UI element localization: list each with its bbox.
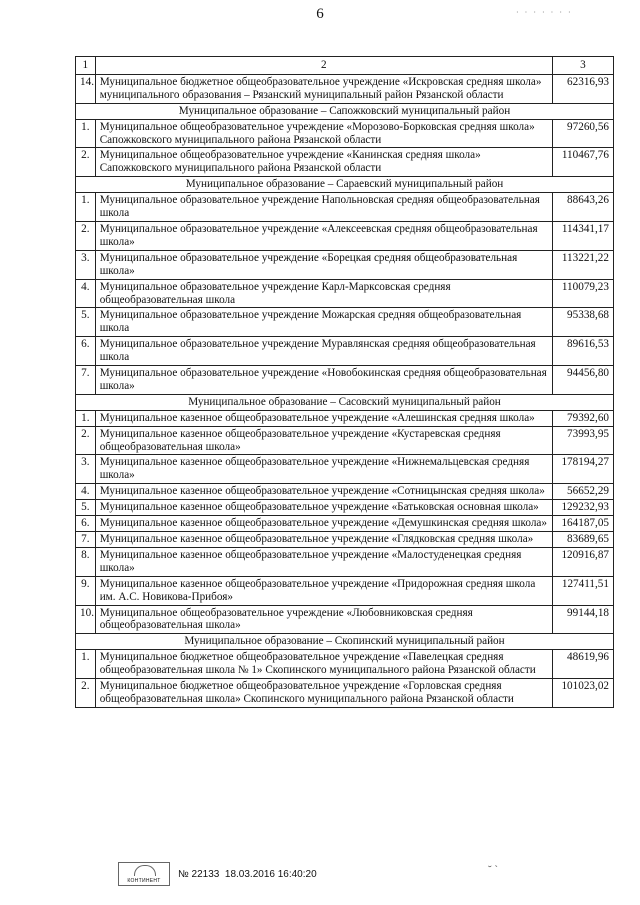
- allocation-table: [75, 56, 614, 708]
- table-row: [76, 547, 614, 576]
- institution-name: Муниципальное бюджетное общеобразовательное учреждение «Искровская средняя школа» муниципального образования – Рязанский муниципальный район Рязанской области: [95, 74, 552, 103]
- institution-name: Муниципальное казенное общеобразовательное учреждение «Демушкинская средняя школа»: [95, 516, 552, 532]
- section-title: Муниципальное образование – Сараевский муниципальный район: [76, 177, 614, 193]
- row-number: 7.: [76, 366, 96, 395]
- logo-arch-icon: [134, 865, 156, 876]
- header-col-1: 1: [76, 57, 96, 75]
- check-mark-icon: ˘ ˋ: [488, 864, 499, 876]
- table-row: [76, 366, 614, 395]
- table-row: [76, 308, 614, 337]
- institution-name: Муниципальное бюджетное общеобразовательное учреждение «Горловская средняя общеобразовательная школа» Скопинского муниципального района Рязанской области: [95, 679, 552, 708]
- table-row: [76, 337, 614, 366]
- row-number: 3.: [76, 250, 96, 279]
- amount-value: 114341,17: [552, 221, 613, 250]
- row-number: 7.: [76, 532, 96, 548]
- section-title: Муниципальное образование – Сапожковский муниципальный район: [76, 103, 614, 119]
- scan-edge-marks: · · · · · · ·: [516, 8, 573, 17]
- amount-value: 178194,27: [552, 455, 613, 484]
- table-row: [76, 279, 614, 308]
- table-row: [76, 193, 614, 222]
- row-number: 4.: [76, 279, 96, 308]
- amount-value: 110467,76: [552, 148, 613, 177]
- table-row: [76, 500, 614, 516]
- row-number: 1.: [76, 650, 96, 679]
- institution-name: Муниципальное образовательное учреждение «Борецкая средняя общеобразовательная школа»: [95, 250, 552, 279]
- amount-value: 83689,65: [552, 532, 613, 548]
- table-row: [76, 532, 614, 548]
- institution-name: Муниципальное казенное общеобразовательное учреждение «Батьковская основная школа»: [95, 500, 552, 516]
- section-header-row: [76, 394, 614, 410]
- row-number: 14.: [76, 74, 96, 103]
- table-row: [76, 516, 614, 532]
- logo-text: КОНТИНЕНТ: [127, 878, 161, 884]
- institution-name: Муниципальное общеобразовательное учреждение «Любовниковская средняя общеобразовательная школа»: [95, 605, 552, 634]
- row-number: 5.: [76, 500, 96, 516]
- section-title: Муниципальное образование – Сасовский муниципальный район: [76, 394, 614, 410]
- row-number: 9.: [76, 576, 96, 605]
- amount-value: 113221,22: [552, 250, 613, 279]
- institution-name: Муниципальное образовательное учреждение «Новобокинская средняя общеобразовательная школа»: [95, 366, 552, 395]
- section-header-row: [76, 177, 614, 193]
- table-row: [76, 576, 614, 605]
- row-number: 1.: [76, 193, 96, 222]
- amount-value: 79392,60: [552, 410, 613, 426]
- row-number: 2.: [76, 221, 96, 250]
- table-row: [76, 410, 614, 426]
- table-header-row: [76, 57, 614, 75]
- amount-value: 48619,96: [552, 650, 613, 679]
- row-number: 3.: [76, 455, 96, 484]
- section-header-row: [76, 103, 614, 119]
- row-number: 4.: [76, 484, 96, 500]
- continent-logo: [118, 862, 170, 886]
- table-row: [76, 484, 614, 500]
- table-row: [76, 148, 614, 177]
- page-number: 6: [316, 6, 324, 22]
- footer-registration: [178, 869, 317, 880]
- institution-name: Муниципальное образовательное учреждение Можарская средняя общеобразовательная школа: [95, 308, 552, 337]
- amount-value: 62316,93: [552, 74, 613, 103]
- amount-value: 88643,26: [552, 193, 613, 222]
- amount-value: 73993,95: [552, 426, 613, 455]
- row-number: 6.: [76, 337, 96, 366]
- row-number: 2.: [76, 426, 96, 455]
- row-number: 8.: [76, 547, 96, 576]
- amount-value: 110079,23: [552, 279, 613, 308]
- table-row: [76, 119, 614, 148]
- amount-value: 94456,80: [552, 366, 613, 395]
- institution-name: Муниципальное казенное общеобразовательное учреждение «Кустаревская средняя общеобразовательная школа»: [95, 426, 552, 455]
- footer-doc-number: № 22133: [178, 868, 220, 880]
- row-number: 5.: [76, 308, 96, 337]
- amount-value: 164187,05: [552, 516, 613, 532]
- amount-value: 56652,29: [552, 484, 613, 500]
- amount-value: 97260,56: [552, 119, 613, 148]
- table-row: [76, 221, 614, 250]
- section-title: Муниципальное образование – Скопинский муниципальный район: [76, 634, 614, 650]
- amount-value: 129232,93: [552, 500, 613, 516]
- table-row: [76, 650, 614, 679]
- amount-value: 89616,53: [552, 337, 613, 366]
- row-number: 2.: [76, 679, 96, 708]
- institution-name: Муниципальное образовательное учреждение «Алексеевская средняя общеобразовательная школа»: [95, 221, 552, 250]
- institution-name: Муниципальное казенное общеобразовательное учреждение «Сотницынская средняя школа»: [95, 484, 552, 500]
- table-row: [76, 679, 614, 708]
- table-row: [76, 426, 614, 455]
- amount-value: 95338,68: [552, 308, 613, 337]
- table-row: [76, 605, 614, 634]
- table-body: [76, 57, 614, 708]
- institution-name: Муниципальное образовательное учреждение Муравлянская средняя общеобразовательная школа: [95, 337, 552, 366]
- row-number: 6.: [76, 516, 96, 532]
- institution-name: Муниципальное казенное общеобразовательное учреждение «Нижнемальцевская средняя школа»: [95, 455, 552, 484]
- amount-value: 120916,87: [552, 547, 613, 576]
- institution-name: Муниципальное казенное общеобразовательное учреждение «Алешинская средняя школа»: [95, 410, 552, 426]
- row-number: 10.: [76, 605, 96, 634]
- table-row: [76, 250, 614, 279]
- table-row: [76, 74, 614, 103]
- institution-name: Муниципальное казенное общеобразовательное учреждение «Придорожная средняя школа им. А.С. Новикова-Прибоя»: [95, 576, 552, 605]
- page-footer: [118, 862, 317, 886]
- table-row: [76, 455, 614, 484]
- institution-name: Муниципальное казенное общеобразовательное учреждение «Глядковская средняя школа»: [95, 532, 552, 548]
- institution-name: Муниципальное общеобразовательное учреждение «Морозово-Борковская средняя школа» Сапожковского муниципального района Рязанской области: [95, 119, 552, 148]
- header-col-3: 3: [552, 57, 613, 75]
- amount-value: 99144,18: [552, 605, 613, 634]
- institution-name: Муниципальное казенное общеобразовательное учреждение «Малостуденецкая средняя школа»: [95, 547, 552, 576]
- section-header-row: [76, 634, 614, 650]
- institution-name: Муниципальное образовательное учреждение Напольновская средняя общеобразовательная школа: [95, 193, 552, 222]
- row-number: 1.: [76, 119, 96, 148]
- institution-name: Муниципальное общеобразовательное учреждение «Канинская средняя школа» Сапожковского муниципального района Рязанской области: [95, 148, 552, 177]
- footer-timestamp: 18.03.2016 16:40:20: [224, 868, 317, 880]
- row-number: 1.: [76, 410, 96, 426]
- header-col-2: 2: [95, 57, 552, 75]
- amount-value: 101023,02: [552, 679, 613, 708]
- row-number: 2.: [76, 148, 96, 177]
- amount-value: 127411,51: [552, 576, 613, 605]
- institution-name: Муниципальное образовательное учреждение Карл-Марксовская средняя общеобразовательная школа: [95, 279, 552, 308]
- institution-name: Муниципальное бюджетное общеобразовательное учреждение «Павелецкая средняя общеобразовательная школа № 1» Скопинского муниципального района Рязанской области: [95, 650, 552, 679]
